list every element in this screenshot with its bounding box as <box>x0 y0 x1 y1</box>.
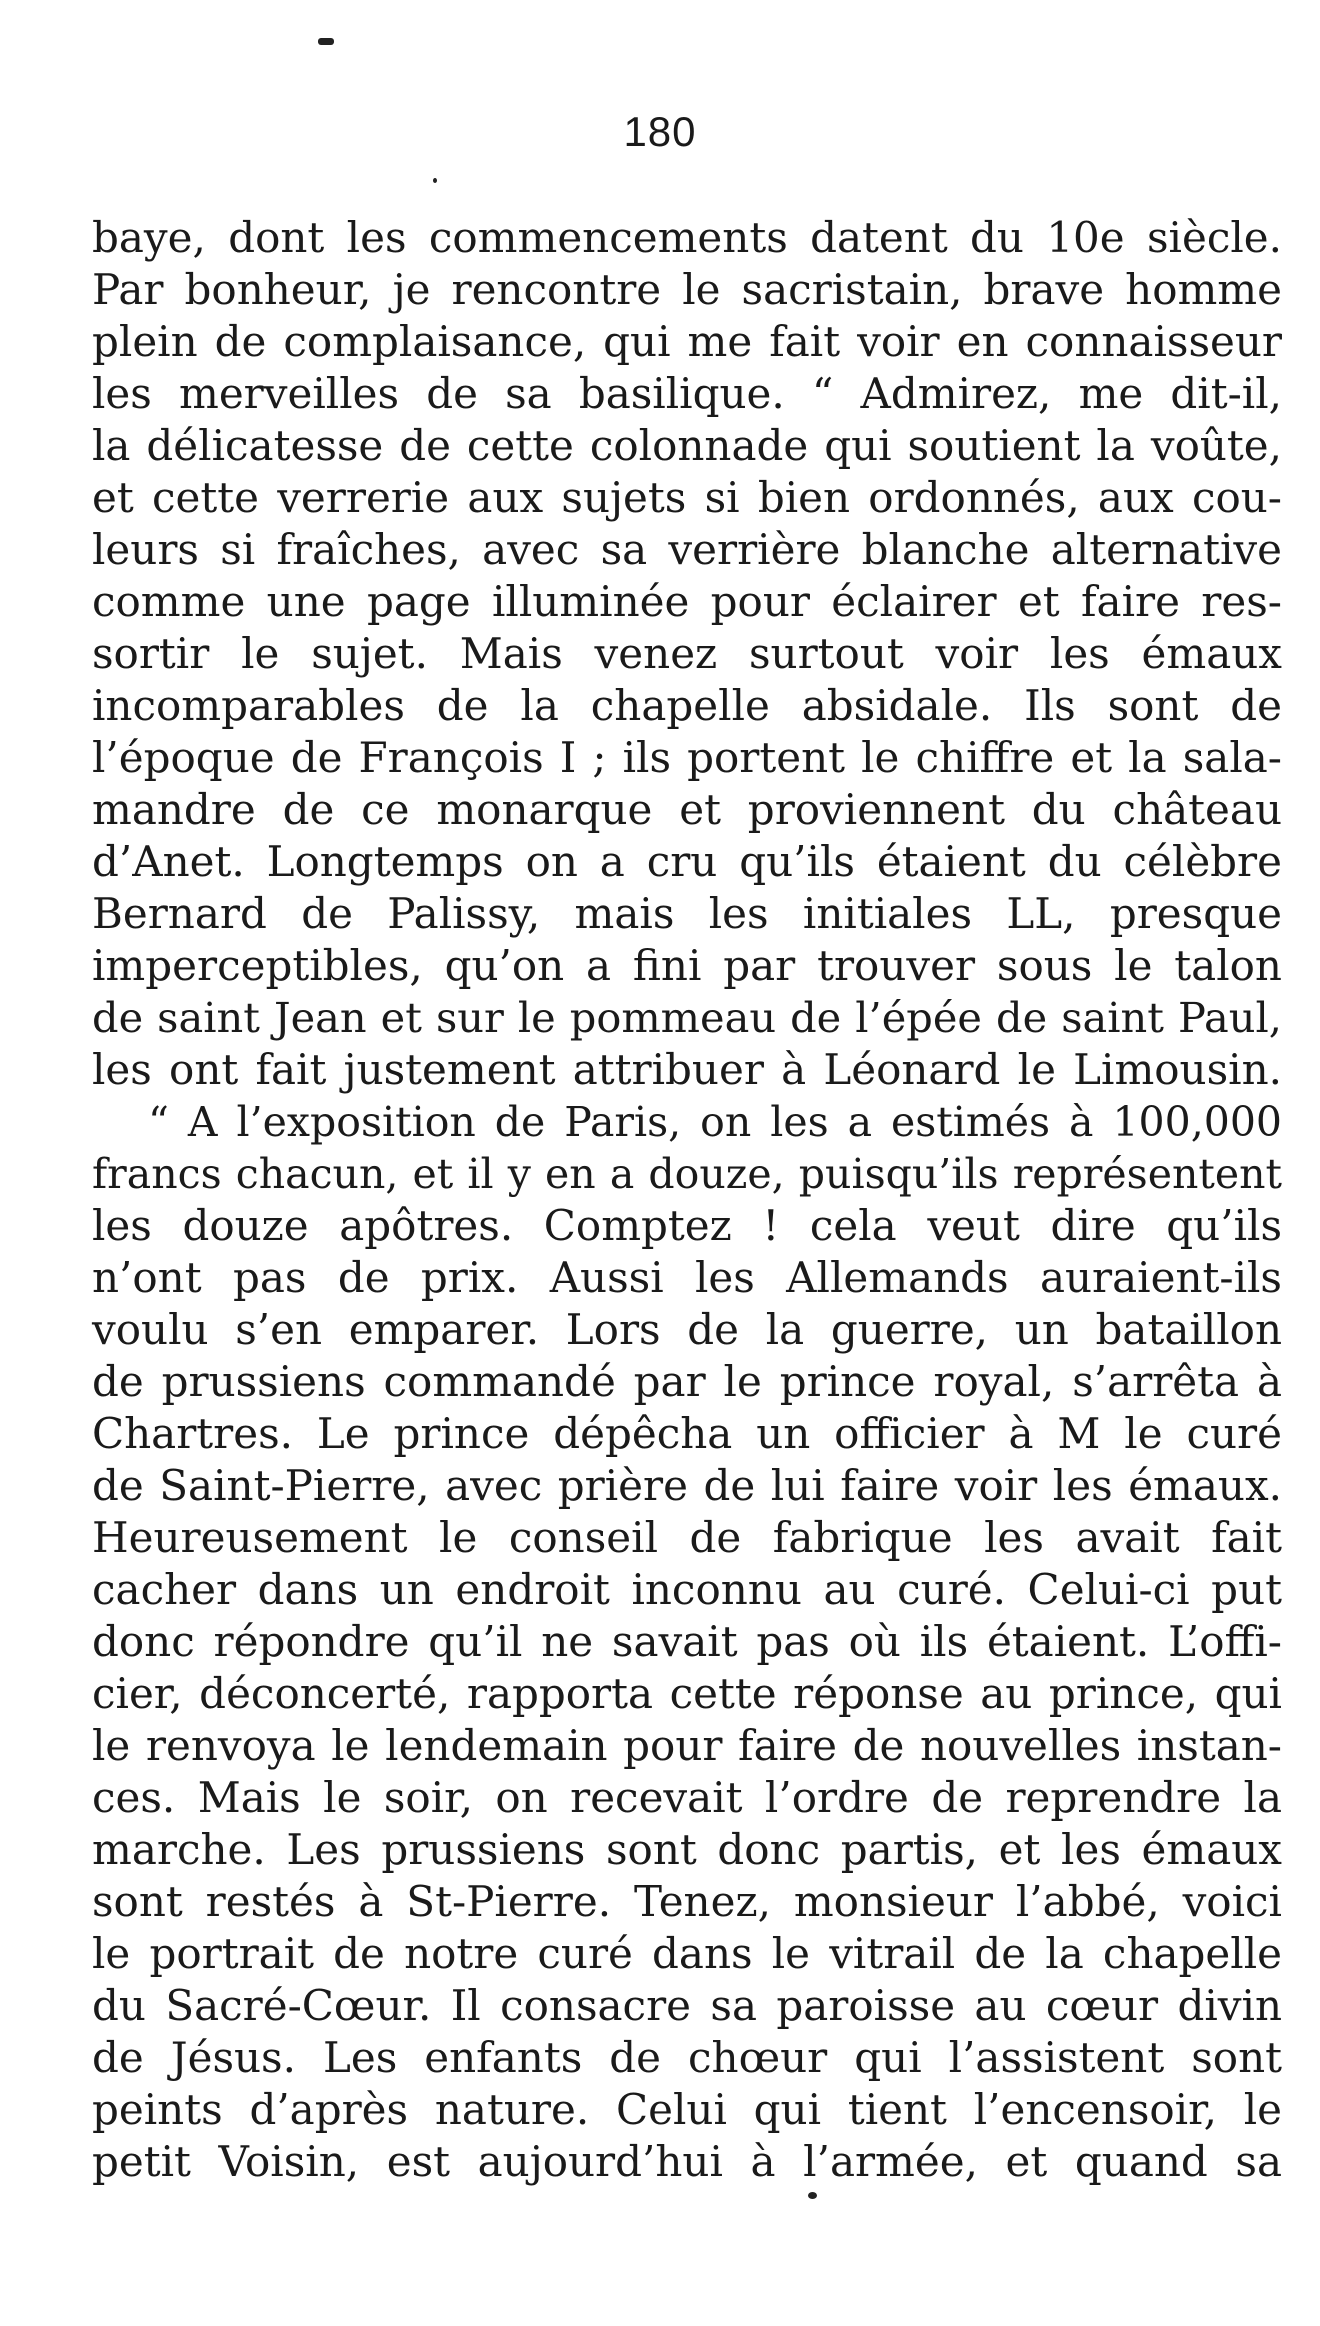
text-line: la délicatesse de cette colonnade qui soutient la voûte, <box>92 421 1282 470</box>
text-line: le portrait de notre curé dans le vitrail de la chapelle <box>92 1929 1282 1978</box>
text-line: du Sacré-Cœur. Il consacre sa paroisse au cœur divin <box>92 1981 1282 2030</box>
text-line: cier, déconcerté, rapporta cette réponse au prince, qui <box>92 1669 1282 1718</box>
text-line: Chartres. Le prince dépêcha un officier à M le curé <box>92 1409 1282 1458</box>
text-line: de Jésus. Les enfants de chœur qui l’assistent sont <box>92 2033 1282 2082</box>
text-line: “ A l’exposition de Paris, on les a estimés à 100,000 <box>148 1098 1282 1146</box>
body-text <box>92 212 1282 2188</box>
text-line: de Saint-Pierre, avec prière de lui faire voir les émaux. <box>92 1461 1282 1510</box>
text-line: mandre de ce monarque et proviennent du château <box>92 785 1282 834</box>
text-line: petit Voisin, est aujourd’hui à l’armée, et quand sa <box>92 2137 1282 2186</box>
text-line: incomparables de la chapelle absidale. Ils sont de <box>92 681 1282 730</box>
text-line: francs chacun, et il y en a douze, puisqu’ils représentent <box>92 1150 1282 1198</box>
text-line: marche. Les prussiens sont donc partis, et les émaux <box>92 1825 1282 1874</box>
text-line: baye, dont les commencements datent du 10e siècle. <box>92 213 1282 262</box>
text-line: n’ont pas de prix. Aussi les Allemands auraient-ils <box>92 1253 1282 1302</box>
ink-speck <box>433 178 437 183</box>
text-line: donc répondre qu’il ne savait pas où ils étaient. L’offi- <box>92 1617 1282 1666</box>
text-line: les ont fait justement attribuer à Léonard le Limousin. <box>92 1045 1282 1094</box>
text-line: et cette verrerie aux sujets si bien ordonnés, aux cou- <box>92 473 1282 522</box>
text-line: de saint Jean et sur le pommeau de l’épée de saint Paul, <box>92 993 1282 1042</box>
text-line: de prussiens commandé par le prince royal, s’arrêta à <box>92 1357 1282 1406</box>
ink-speck <box>318 38 334 45</box>
text-line: plein de complaisance, qui me fait voir en connaisseur <box>92 317 1282 366</box>
text-line: sortir le sujet. Mais venez surtout voir les émaux <box>92 629 1282 678</box>
text-line: comme une page illuminée pour éclairer et faire res- <box>92 577 1282 626</box>
text-line: Par bonheur, je rencontre le sacristain, brave homme <box>92 265 1282 314</box>
page-number: 180 <box>623 108 697 155</box>
text-line: sont restés à St-Pierre. Tenez, monsieur l’abbé, voici <box>92 1877 1282 1926</box>
text-line: Bernard de Palissy, mais les initiales LL, presque <box>92 889 1282 938</box>
ink-speck <box>808 2192 817 2199</box>
text-line: voulu s’en emparer. Lors de la guerre, un bataillon <box>92 1305 1282 1354</box>
text-line: leurs si fraîches, avec sa verrière blanche alternative <box>92 525 1282 574</box>
text-line: cacher dans un endroit inconnu au curé. Celui-ci put <box>92 1565 1282 1614</box>
text-line: les merveilles de sa basilique. “ Admirez, me dit-il, <box>92 369 1282 418</box>
text-line: imperceptibles, qu’on a fini par trouver sous le talon <box>92 941 1282 990</box>
text-line: les douze apôtres. Comptez ! cela veut dire qu’ils <box>92 1201 1282 1250</box>
text-line: ces. Mais le soir, on recevait l’ordre de reprendre la <box>92 1773 1282 1822</box>
text-line: Heureusement le conseil de fabrique les avait fait <box>92 1513 1282 1562</box>
text-line: l’époque de François I ; ils portent le chiffre et la sala- <box>92 733 1282 782</box>
text-line: d’Anet. Longtemps on a cru qu’ils étaient du célèbre <box>92 837 1282 886</box>
text-line: le renvoya le lendemain pour faire de nouvelles instan- <box>92 1721 1282 1770</box>
text-line: peints d’après nature. Celui qui tient l’encensoir, le <box>92 2085 1282 2134</box>
